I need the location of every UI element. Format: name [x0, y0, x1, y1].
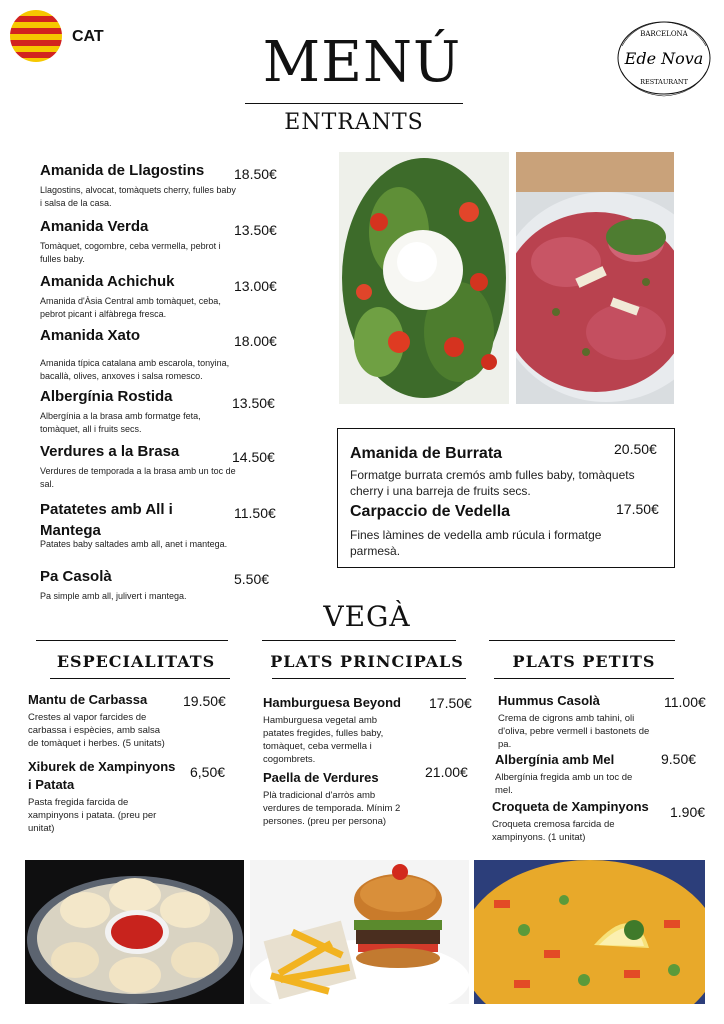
- featured-description: Fines làmines de vedella amb rúcula i formatge parmesà.: [350, 528, 602, 558]
- column-divider: [50, 678, 230, 679]
- menu-item: [263, 694, 418, 766]
- item-description: Patates baby saltades amb all, anet i mantega.: [40, 539, 228, 549]
- item-price: 11.50€: [234, 505, 276, 521]
- item-description: Amanida d'Àsia Central amb tomàquet, ceba, pebrot picant i alfàbrega fresca.: [40, 296, 221, 319]
- item-description: Crema de cigrons amb tahini, oli d'oliva, pebre vermell i bastonets de pa.: [498, 713, 650, 750]
- item-price: 14.50€: [232, 449, 275, 465]
- menu-item: [40, 388, 240, 436]
- logo-name-text: Ede Nova: [624, 49, 704, 68]
- menu-item: [40, 273, 240, 321]
- item-description: Crestes al vapor farcides de carbassa i espècies, amb salsa de tomàquet i herbes. (5 unitats): [28, 712, 165, 749]
- item-name: Paella de Verdures: [263, 770, 379, 785]
- item-price: 18.00€: [234, 333, 277, 349]
- logo-top-text: BARCELONA: [640, 30, 688, 38]
- item-name: Xiburek de Xampinyons i Patata: [28, 759, 176, 792]
- column-divider: [489, 640, 675, 641]
- item-description: Amanida típica catalana amb escarola, tonyina, bacallà, olives, anxoves i salsa romesco.: [40, 358, 230, 381]
- item-description: Llagostins, alvocat, tomàquets cherry, fulles baby i salsa de la casa.: [40, 185, 236, 208]
- section-title-vegan: VEGÀ: [323, 600, 411, 633]
- item-price: 13.50€: [234, 222, 277, 238]
- item-description: Plà tradicional d'arròs amb verdures de temporada. Mínim 2 persones. (preu per persona): [263, 790, 401, 827]
- menu-item: [495, 751, 655, 797]
- menu-item: [40, 568, 240, 603]
- column-divider: [262, 640, 456, 641]
- item-description: Albergínia a la brasa amb formatge feta, tomàquet, all i fruits secs.: [40, 411, 201, 434]
- item-description: Verdures de temporada a la brasa amb un toc de sal.: [40, 466, 236, 489]
- item-name: Albergínia amb Mel: [495, 752, 615, 767]
- item-price: 17.50€: [429, 695, 472, 711]
- item-price: 18.50€: [234, 166, 277, 182]
- featured-name: Amanida de Burrata: [350, 445, 503, 462]
- restaurant-logo: [614, 16, 714, 100]
- item-price: 5.50€: [234, 571, 270, 587]
- item-price: 6,50€: [190, 764, 226, 780]
- item-description: Croqueta cremosa farcida de xampinyons. (1 unitat): [492, 819, 615, 843]
- page-title: MENÚ: [262, 30, 462, 95]
- item-name: Amanida Xato: [40, 327, 141, 344]
- column-divider: [272, 678, 466, 679]
- item-name: Amanida de Llagostins: [40, 162, 205, 179]
- featured-name: Carpaccio de Vedella: [350, 503, 511, 520]
- item-description: Albergínia fregida amb un toc de mel.: [495, 772, 633, 796]
- menu-item: [40, 499, 220, 541]
- item-name: Amanida Achichuk: [40, 273, 175, 290]
- item-name: Patatetes amb All i Mantega: [40, 501, 173, 539]
- featured-description: Formatge burrata cremós amb fulles baby, tomàquets cherry i una barreja de fruits secs.: [350, 468, 635, 498]
- language-label[interactable]: CAT: [72, 28, 104, 45]
- logo-bottom-text: RESTAURANT: [640, 78, 688, 86]
- menu-item: [492, 798, 667, 844]
- section-title-entrants: ENTRANTS: [284, 110, 424, 135]
- item-description: Tomàquet, cogombre, ceba vermella, pebrot i fulles baby.: [40, 241, 221, 264]
- menu-item: [40, 218, 240, 266]
- column-divider: [36, 640, 228, 641]
- catalan-flag-icon[interactable]: [10, 10, 62, 62]
- item-price: 19.50€: [183, 693, 226, 709]
- item-name: Albergínia Rostida: [40, 388, 173, 405]
- item-price: 11.00€: [664, 694, 706, 710]
- burger-photo: [250, 860, 469, 1004]
- column-title: ESPECIALITATS: [56, 652, 216, 671]
- dumplings-photo: [25, 860, 244, 1004]
- paella-photo: [474, 860, 705, 1004]
- menu-item: [28, 691, 178, 750]
- item-name: Mantu de Carbassa: [28, 692, 148, 707]
- menu-item: [40, 162, 240, 210]
- item-description: Pasta fregida farcida de xampinyons i patata. (preu per unitat): [28, 797, 157, 834]
- item-price: 9.50€: [661, 751, 697, 767]
- column-title: PLATS PETITS: [512, 652, 656, 671]
- item-name: Amanida Verda: [40, 218, 149, 235]
- item-name: Hamburguesa Beyond: [263, 695, 401, 710]
- item-description: Pa simple amb all, julivert i mantega.: [40, 591, 187, 601]
- item-description-row: [40, 538, 260, 551]
- title-divider: [245, 103, 463, 104]
- menu-item: [28, 758, 178, 835]
- item-name: Hummus Casolà: [498, 693, 600, 708]
- column-title: PLATS PRINCIPALS: [270, 652, 464, 671]
- burrata-salad-photo: [339, 152, 509, 404]
- featured-price: 20.50€: [614, 441, 657, 457]
- featured-box: [337, 428, 675, 568]
- item-price: 21.00€: [425, 764, 468, 780]
- menu-item: [498, 692, 658, 751]
- item-name: Pa Casolà: [40, 568, 112, 585]
- featured-price: 17.50€: [616, 501, 659, 517]
- item-name: Verdures a la Brasa: [40, 443, 180, 460]
- menu-item: [40, 443, 240, 491]
- menu-item: [263, 769, 418, 828]
- menu-item: [40, 327, 240, 383]
- column-divider: [494, 678, 674, 679]
- item-price: 13.00€: [234, 278, 277, 294]
- item-name: Croqueta de Xampinyons: [492, 799, 649, 814]
- item-description: Hamburguesa vegetal amb patates fregides, fulles baby, tomàquet, ceba vermella i cogombrets.: [263, 715, 384, 765]
- item-price: 13.50€: [232, 395, 275, 411]
- item-price: 1.90€: [670, 804, 706, 820]
- carpaccio-photo: [516, 152, 674, 404]
